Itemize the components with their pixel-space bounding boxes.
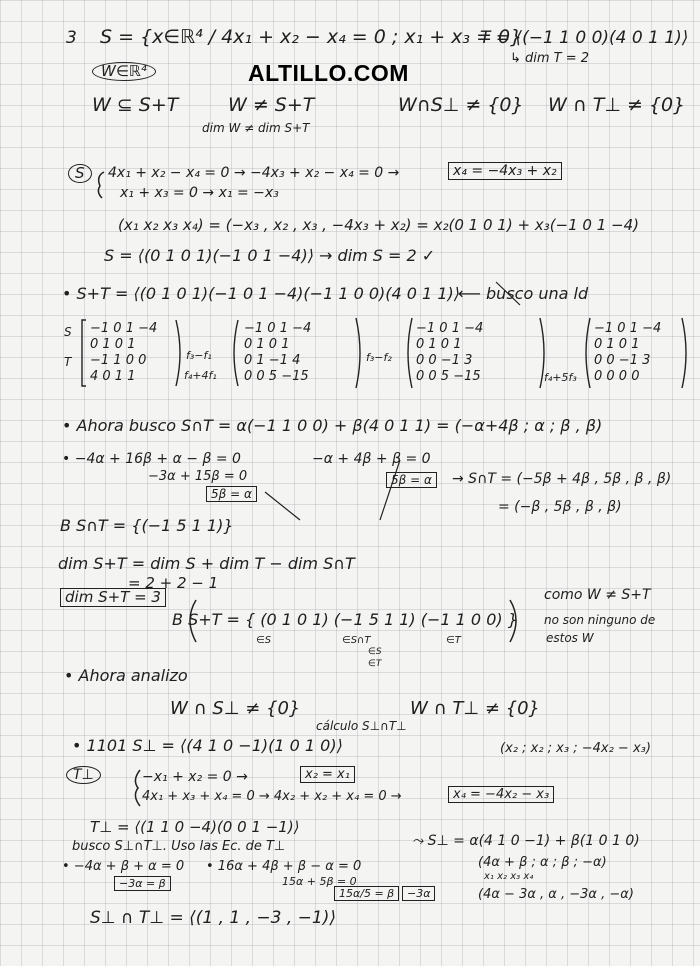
matrix-side-label-s: S <box>64 325 72 339</box>
basis-label-st: ∈S∩T <box>342 635 371 646</box>
calc-note: cálculo S⊥∩T⊥ <box>316 719 407 733</box>
generic-vector: (x₂ ; x₂ ; x₃ ; −4x₂ − x₃) <box>500 741 651 756</box>
final-result: S⊥ ∩ T⊥ = ⟨(1 , 1 , −3 , −1)⟩ <box>90 908 337 928</box>
t-perp-eq1: −x₁ + x₂ = 0 → <box>142 769 248 785</box>
t-perp-box2: x₄ = −4x₂ − x₃ <box>448 786 554 803</box>
note-line-2: estos W <box>546 631 594 645</box>
eq-d2: 15α + 5β = 0 <box>282 875 357 888</box>
intersection-line: • Ahora busco S∩T = α(−1 1 0 0) + β(4 0 1 1) = (−α+4β ; α ; β , β) <box>62 416 603 435</box>
row-op-1b: f₄+4f₁ <box>184 369 217 382</box>
combination-vector: (4α + β ; α ; β ; −α) <box>478 855 607 870</box>
row-op-3: f₄+5f₃ <box>544 371 577 384</box>
row-op-2: f₃−f₂ <box>366 351 392 364</box>
sum-line: • S+T = ⟨(0 1 0 1)(−1 0 1 −4)(−1 1 0 0)(4 0 1 1)⟩ <box>62 284 460 303</box>
condition-w-cap-s-perp: W∩S⊥ ≠ {0} <box>398 94 524 116</box>
matrix-row: 0 1 0 1 <box>90 337 136 352</box>
s-param: (x₁ x₂ x₃ x₄) = (−x₃ , x₂ , x₃ , −4x₃ + x₂) = x₂(0 1 0 1) + x₃(−1 0 1 −4) <box>118 216 640 234</box>
intersection-result: → S∩T = (−5β + 4β , 5β , β , β) <box>452 471 672 487</box>
t-perp-circle-label: T⊥ <box>66 766 101 784</box>
row-op-1a: f₃−f₁ <box>186 349 212 362</box>
basis-sublabel-t: ∈T <box>368 659 382 669</box>
matrix-row: 0 1 0 1 <box>416 337 462 352</box>
como-note: como W ≠ S+T <box>544 587 651 603</box>
matrix-row: 4 0 1 1 <box>90 369 136 384</box>
t-perp-eq2: 4x₁ + x₃ + x₄ = 0 → 4x₂ + x₂ + x₄ = 0 → <box>142 789 402 804</box>
intersection-eq-b: −α + 4β + β = 0 <box>312 451 431 467</box>
s-perp-combination: ⤳ S⊥ = α(4 1 0 −1) + β(1 0 1 0) <box>412 833 640 849</box>
orthogonal-cond-1: W ∩ S⊥ ≠ {0} <box>170 698 301 719</box>
matrix-row: 0 0 −1 3 <box>416 353 473 368</box>
eq-c: • −4α + β + α = 0 <box>62 859 185 874</box>
s-perp-basis: • 1101 S⊥ = ⟨(4 1 0 −1)(1 0 1 0)⟩ <box>72 736 343 755</box>
s-eq2: x₁ + x₃ = 0 → x₁ = −x₃ <box>120 185 279 201</box>
orthogonal-cond-2: W ∩ T⊥ ≠ {0} <box>410 698 540 719</box>
final-vector: (4α − 3α , α , −3α , −α) <box>478 887 634 902</box>
sum-note: ⟵ busco una ld <box>458 284 589 303</box>
intersection-box-b: 5β = α <box>386 472 437 488</box>
eq-d-box-2: −3α <box>402 886 435 901</box>
matrix-row: 0 0 −1 3 <box>594 353 651 368</box>
busco-note: busco S⊥∩T⊥. Uso las Ec. de T⊥ <box>72 839 286 854</box>
eq-c-box: −3α = β <box>114 876 171 891</box>
basis-label-s: ∈S <box>256 635 272 646</box>
dimension-box: dim S+T = 3 <box>60 588 166 607</box>
dimension-formula: dim S+T = dim S + dim T − dim S∩T <box>58 554 355 573</box>
matrix-row: −1 1 0 0 <box>90 353 147 368</box>
s-eq1: 4x₁ + x₂ − x₄ = 0 → −4x₃ + x₂ − x₄ = 0 → <box>108 165 400 181</box>
matrix-row: 0 0 5 −15 <box>416 369 481 384</box>
matrix-3 <box>416 322 483 383</box>
dimension-values: = 2 + 2 − 1 <box>128 574 219 592</box>
intersection-eq-a2: −3α + 15β = 0 <box>148 469 248 484</box>
s-definition: S = {x∈ℝ⁴ / 4x₁ + x₂ − x₄ = 0 ; x₁ + x₃ = 0} <box>100 26 523 48</box>
note-line-1: no son ninguno de <box>544 613 656 627</box>
eq-d-box: 15α/5 = β <box>334 886 399 901</box>
condition-w-cap-t-perp: W ∩ T⊥ ≠ {0} <box>548 94 686 116</box>
watermark-logo: ALTILLO.COM <box>248 60 409 86</box>
matrix-row: −1 0 1 −4 <box>244 321 312 336</box>
basis-sublabel-s: ∈S <box>368 647 382 657</box>
t-perp-box1: x₂ = x₁ <box>300 766 355 783</box>
intersection-box-a: 5β = α <box>206 486 257 502</box>
eq-d: • 16α + 4β + β − α = 0 <box>206 859 362 874</box>
matrix-row: 0 0 5 −15 <box>244 369 309 384</box>
basis-label-t: ∈T <box>446 635 461 646</box>
s-circle-label: S <box>68 164 92 183</box>
orthogonal-heading: • Ahora analizo <box>64 666 188 685</box>
matrix-row: −1 0 1 −4 <box>90 321 158 336</box>
matrix-row: 0 1 0 1 <box>244 337 290 352</box>
sum-basis: B S+T = { (0 1 0 1) (−1 5 1 1) (−1 1 0 0) } <box>172 610 518 629</box>
matrix-row: −1 0 1 −4 <box>594 321 662 336</box>
matrix-row: 0 0 0 0 <box>594 369 640 384</box>
matrix-row: 0 1 0 1 <box>594 337 640 352</box>
matrix-side-label-t: T <box>64 355 72 369</box>
condition-w-not-equal: W ≠ S+T <box>228 94 315 116</box>
intersection-basis: B S∩T = {(−1 5 1 1)} <box>60 516 234 535</box>
matrix-4 <box>594 322 661 383</box>
matrix-row: 0 1 −1 4 <box>244 353 301 368</box>
intersection-eq-a: • −4α + 16β + α − β = 0 <box>62 451 241 467</box>
dim-t-note: ↳ dim T = 2 <box>510 51 590 66</box>
w-in-r4-oval: W∈ℝ⁴ <box>92 62 156 81</box>
intersection-result-2: = (−β , 5β , β , β) <box>498 499 622 515</box>
condition-dim-note: dim W ≠ dim S+T <box>202 121 310 135</box>
matrix-2 <box>244 322 311 383</box>
t-perp-basis: T⊥ = ⟨(1 1 0 −4)(0 0 1 −1)⟩ <box>90 818 300 836</box>
matrix-1 <box>90 322 157 383</box>
combination-subscripts: x₁ x₂ x₃ x₄ <box>484 871 534 882</box>
problem-number: 3 <box>66 28 77 48</box>
condition-w-subset: W ⊆ S+T <box>92 94 179 116</box>
t-definition: T = ⟨(−1 1 0 0)(4 0 1 1)⟩ <box>480 28 689 48</box>
s-eq1-box: x₄ = −4x₃ + x₂ <box>448 162 562 180</box>
matrix-row: −1 0 1 −4 <box>416 321 484 336</box>
s-basis: S = ⟨(0 1 0 1)(−1 0 1 −4)⟩ → dim S = 2 ✓ <box>104 246 436 265</box>
